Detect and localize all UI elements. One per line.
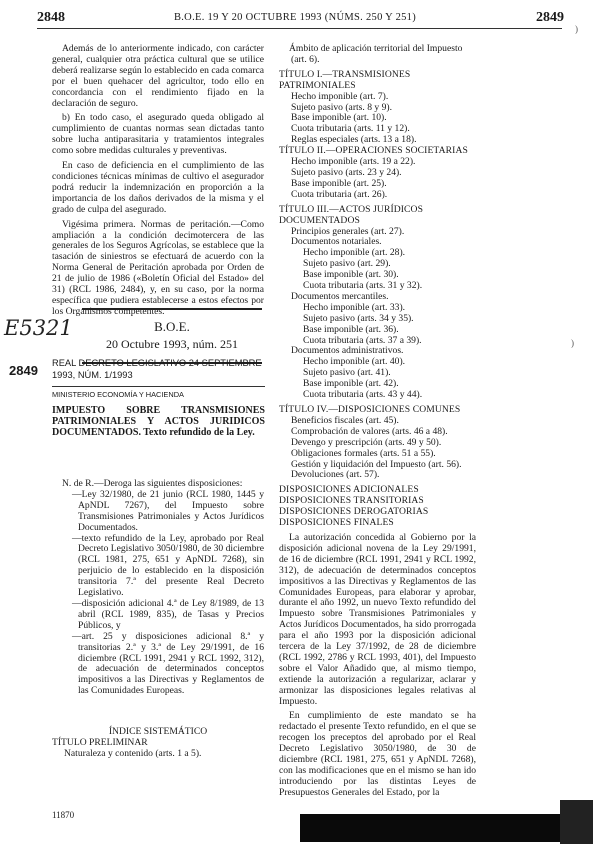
list-item: Devengo y prescripción (arts. 49 y 50).	[291, 436, 442, 448]
section-title: TÍTULO I.—TRANSMISIONES PATRIMONIALES	[279, 68, 411, 91]
list-item: Cuota tributaria (art. 26).	[291, 188, 388, 200]
boe-date: 20 Octubre 1993, núm. 251	[106, 337, 238, 351]
preamble-paragraph: La autorización concedida al Gobierno por la disposición adicional novena de la Ley 29/1991, de 16 de diciembre (RCL 1991, 2941 y RCL 1992, 312), de adecuación de determinados conceptos impositivos a las Directivas y Reglamentos de las Comunidades Europeas, para elaborar y aprobar, durante el año 1992, un nuevo Texto refundido del Impuesto sobre Transmisiones Patrimoniales y Actos Jurídicos Documentados, ha sido prorrogada para el año 1993 por la disposición adicional tercera de la Ley 37/1992, de 28 de diciembre (RCL 1992, 2786 y RCL 1993, 401), del Impuesto sobre el Valor Añadido que, al mismo tiempo, extiende la autorización a regularizar, aclarar y armonizar las disposiciones legales relativas al Impuesto.	[279, 531, 476, 707]
subsection-title: Documentos administrativos.	[291, 345, 404, 357]
left-column-bottom	[52, 479, 264, 760]
t1-list	[279, 92, 476, 147]
note-item: —texto refundido de la Ley, aprobado por Real Decreto Legislativo 3050/1980, de 30 diciembre (RCL 1981, 275, 651 y ApNDL 7268), sin perjuicio de lo establecido en la disposición transitoria 7.ª del presente Real Decreto Legislativo.	[72, 532, 264, 599]
note-item: —Ley 32/1980, de 21 junio (RCL 1980, 1445 y ApNDL 7267), del Impuesto sobre Transmisiones Patrimoniales y Actos Jurídicos Documentados.	[72, 488, 264, 533]
list-item: Sujeto pasivo (art. 41).	[303, 367, 391, 379]
paragraph: Vigésima primera. Normas de peritación.—Como ampliación a la condición decimotercera de las generales de los Seguros Agrícolas, se establece que la tasación de siniestros se efectuará de acuerdo con la Norma General de Peritación aprobada por Orden de 21 de julio de 1986 («Boletín Oficial del Estado» del 31) (RCL 1986, 2484), y, en su caso, por la norma específica que pudiera establecerse a estos efectos por los Organismos competentes.	[52, 218, 264, 317]
paragraph: b) En todo caso, el asegurado queda obligado al cumplimiento de cuantas normas sean dictadas tanto sobre lucha antiparasitaria y tratamientos integrales como sobre medidas culturales y preventivas.	[52, 112, 264, 157]
list-item: Sujeto pasivo (arts. 8 y 9).	[291, 101, 392, 113]
right-column	[279, 44, 476, 799]
scan-speck: )	[575, 24, 578, 34]
subsection-title: Documentos mercantiles.	[291, 290, 389, 302]
list-item: Cuota tributaria (arts. 11 y 12).	[291, 123, 410, 135]
paragraph: Además de lo anteriormente indicado, con carácter general, cualquier otra práctica cultural que se utilice deberá realizarse según lo establecido en cada comarca por el buen quehacer del agricultor, todo ello en concordancia con el rendimiento fijado en la declaración de seguro.	[52, 43, 264, 109]
section-title: TÍTULO III.—ACTOS JURÍDICOS DOCUMENTADOS	[279, 203, 424, 226]
list-item: Devoluciones (art. 57).	[291, 469, 380, 481]
page-number-right: 2849	[536, 10, 564, 25]
decree-number: 2849	[9, 363, 38, 378]
list-item: Cuota tributaria (arts. 31 y 32).	[303, 280, 423, 292]
note-item: —disposición adicional 4.ª de Ley 8/1989, de 13 abril (RCL 1989, 835), de Tasas y Precios Públicos, y	[72, 597, 264, 631]
decree-header	[52, 358, 265, 438]
scan-black-bar	[300, 814, 585, 842]
list-item: Hecho imponible (art. 40).	[303, 356, 406, 368]
disposiciones-heading: DISPOSICIONES FINALES	[279, 517, 394, 529]
decree-rule	[52, 386, 265, 387]
list-item: Hecho imponible (arts. 19 a 22).	[291, 156, 416, 168]
index-prelim-item: Naturaleza y contenido (arts. 1 a 5).	[64, 747, 202, 759]
list-item: Hecho imponible (art. 7).	[291, 90, 389, 102]
header-rule	[37, 28, 562, 29]
list-item: Hecho imponible (art. 33).	[303, 301, 406, 313]
section-title: TÍTULO IV.—DISPOSICIONES COMUNES	[279, 404, 461, 415]
boe-title: B.O.E.	[154, 319, 190, 334]
list-item: Cuota tributaria (arts. 43 y 44).	[303, 389, 423, 401]
list-item: Base imponible (art. 36).	[303, 323, 399, 335]
note-item: —art. 25 y disposiciones adicional 8.ª y transitorias 2.ª y 3.ª de Ley 29/1991, de 16 diciembre (RCL 1991, 2941 y RCL 1992, 312), de adecuación de determinados conceptos impositivos a las Directivas y Reglamentos de las Comunidades Europeas.	[72, 630, 264, 697]
disposiciones-heading: DISPOSICIONES TRANSITORIAS	[279, 495, 424, 507]
page-header	[0, 10, 593, 26]
scan-edge-shadow	[560, 800, 593, 844]
paragraph: En caso de deficiencia en el cumplimiento de las condiciones técnicas mínimas de cultivo el asegurador podrá reducir la indemnización en proporción a la importancia de los daños derivados de la misma y el grado de culpa del asegurado.	[52, 160, 264, 215]
subsection-title: Documentos notariales.	[291, 236, 382, 248]
list-item: Base imponible (art. 42).	[303, 378, 399, 390]
list-item: Base imponible (art. 25).	[291, 177, 387, 189]
scan-speck: )	[571, 338, 574, 348]
list-item: Cuota tributaria (arts. 37 a 39).	[303, 334, 422, 346]
preamble-paragraph: En cumplimiento de este mandato se ha redactado el presente Texto refundido, en el que se recogen los preceptos del aprobado por el Real Decreto Legislativo 3050/1980, de 30 de diciembre (RCL 1981, 275, 651 y ApNDL 7268), con las modificaciones que en el mismo se han ido introduciendo por las distintas Leyes de Presupuestos Generales del Estado, por la	[279, 710, 476, 798]
disposiciones-heading: DISPOSICIONES DEROGATORIAS	[279, 506, 429, 518]
page-number-left: 2848	[37, 10, 65, 25]
list-item: Sujeto pasivo (art. 29).	[303, 258, 391, 270]
note-intro: N. de R.—Deroga las siguientes disposiciones:	[62, 478, 243, 489]
list-item: Sujeto pasivo (arts. 34 y 35).	[303, 312, 414, 324]
list-item: Hecho imponible (art. 28).	[303, 247, 406, 259]
left-column-top	[52, 44, 264, 318]
decree-title-line2: 1993, NÚM. 1/1993	[52, 369, 133, 380]
gazette-header: B.O.E. 19 Y 20 OCTUBRE 1993 (NÚMS. 250 Y 251)	[173, 12, 417, 23]
decree-title-line1: REAL DECRETO LEGISLATIVO 24 SEPTIEMBRE	[52, 358, 262, 368]
page-footer-number: 11870	[52, 810, 75, 820]
list-item: Base imponible (art. 30).	[303, 269, 399, 281]
list-item: Principios generales (art. 27).	[291, 225, 405, 237]
list-item: Base imponible (art. 10).	[291, 112, 387, 124]
list-item: Reglas especiales (arts. 13 a 18).	[291, 134, 417, 146]
list-item: Gestión y liquidación del Impuesto (art. 56).	[291, 458, 462, 470]
disposiciones-heading: DISPOSICIONES ADICIONALES	[279, 484, 419, 496]
ministry: MINISTERIO ECONOMÍA Y HACIENDA	[52, 390, 184, 399]
ambito: Ámbito de aplicación territorial del Impuesto (art. 6).	[289, 43, 463, 65]
decree-subject: IMPUESTO SOBRE TRANSMISIONES PATRIMONIALES Y ACTOS JURIDICOS DOCUMENTADOS. Texto refundido de la Ley.	[52, 405, 265, 438]
list-item: Obligaciones formales (arts. 51 a 55).	[291, 447, 436, 459]
handwritten-annotation: E5321	[4, 316, 73, 340]
index-prelim: TÍTULO PRELIMINAR	[52, 737, 148, 749]
section-title: TÍTULO II.—OPERACIONES SOCIETARIAS	[279, 145, 468, 157]
boe-reference-box	[82, 308, 262, 352]
list-item: Sujeto pasivo (arts. 23 y 24).	[291, 166, 402, 178]
list-item: Comprobación de valores (arts. 46 a 48).	[291, 425, 448, 437]
list-item: Beneficios fiscales (art. 45).	[291, 414, 399, 426]
index-title: ÍNDICE SISTEMÁTICO	[108, 726, 208, 738]
